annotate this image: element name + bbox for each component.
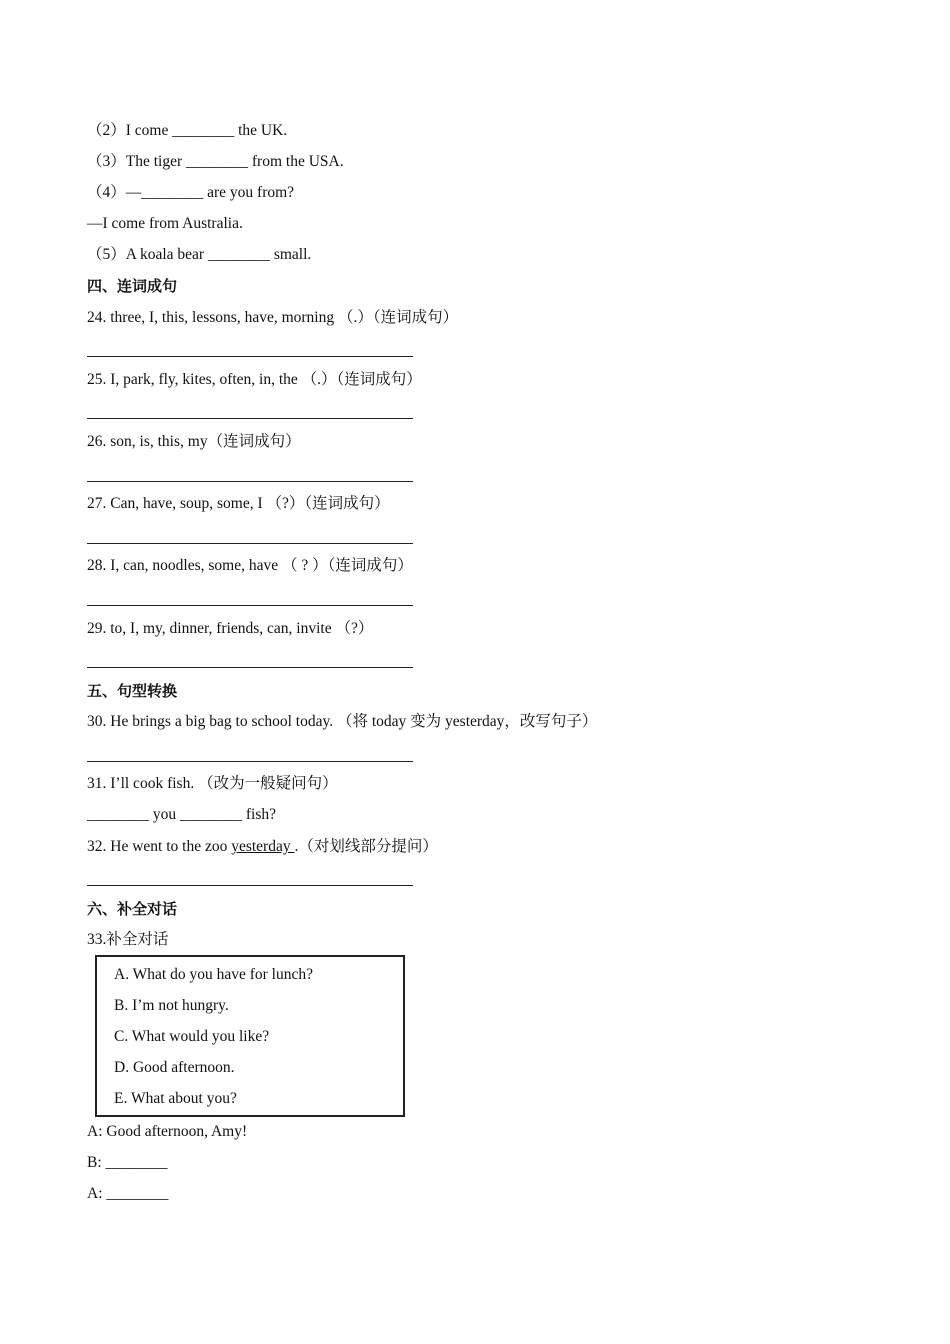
question-32-suffix: .（对划线部分提问） bbox=[294, 838, 438, 855]
question-24: 24. three, I, this, lessons, have, morning （.）（连词成句） bbox=[87, 309, 459, 326]
option-a: A. What do you have for lunch? bbox=[114, 966, 314, 983]
fill-item-2: （2）I come ________ the UK. bbox=[87, 122, 288, 139]
answer-line-28[interactable] bbox=[87, 605, 413, 606]
option-e: E. What about you? bbox=[114, 1090, 237, 1107]
question-32-prefix: 32. He went to the zoo bbox=[87, 838, 232, 855]
section5-heading: 五、句型转换 bbox=[87, 682, 178, 700]
fill-item-3: （3）The tiger ________ from the USA. bbox=[87, 153, 344, 170]
question-31: 31. I’ll cook fish. （改为一般疑问句） bbox=[87, 775, 338, 792]
answer-line-26[interactable] bbox=[87, 481, 413, 482]
option-c: C. What would you like? bbox=[114, 1028, 270, 1045]
question-27: 27. Can, have, soup, some, I （?）（连词成句） bbox=[87, 495, 390, 512]
fill-item-4: （4）—________ are you from? bbox=[87, 184, 295, 201]
fill-item-5: （5）A koala bear ________ small. bbox=[87, 246, 312, 263]
section4-heading: 四、连词成句 bbox=[87, 277, 178, 295]
question-30: 30. He brings a big bag to school today. （将 today 变为 yesterday，改写句子） bbox=[87, 713, 598, 730]
question-33: 33.补全对话 bbox=[87, 931, 169, 948]
dialogue-line-1: A: Good afternoon, Amy! bbox=[87, 1123, 248, 1140]
dialogue-line-3[interactable]: A: ________ bbox=[87, 1185, 169, 1202]
answer-line-24[interactable] bbox=[87, 356, 413, 357]
question-25: 25. I, park, fly, kites, often, in, the （.）（连词成句） bbox=[87, 371, 422, 388]
answer-line-25[interactable] bbox=[87, 418, 413, 419]
question-29: 29. to, I, my, dinner, friends, can, invite （?） bbox=[87, 620, 374, 637]
answer-line-32[interactable] bbox=[87, 885, 413, 886]
question-32 bbox=[87, 837, 438, 857]
fill-item-4-response: —I come from Australia. bbox=[87, 215, 243, 232]
answer-line-30[interactable] bbox=[87, 761, 413, 762]
option-d: D. Good afternoon. bbox=[114, 1059, 235, 1076]
answer-line-29[interactable] bbox=[87, 667, 413, 668]
question-26: 26. son, is, this, my（连词成句） bbox=[87, 433, 301, 450]
option-b: B. I’m not hungry. bbox=[114, 997, 229, 1014]
question-31-answer: ________ you ________ fish? bbox=[87, 806, 277, 823]
dialogue-line-2[interactable]: B: ________ bbox=[87, 1154, 168, 1171]
question-28: 28. I, can, noodles, some, have （ ? ）（连词成句） bbox=[87, 557, 413, 574]
question-32-underlined-word: yesterday bbox=[231, 838, 295, 855]
answer-line-27[interactable] bbox=[87, 543, 413, 544]
section6-heading: 六、补全对话 bbox=[87, 900, 178, 918]
options-box bbox=[95, 955, 405, 1117]
